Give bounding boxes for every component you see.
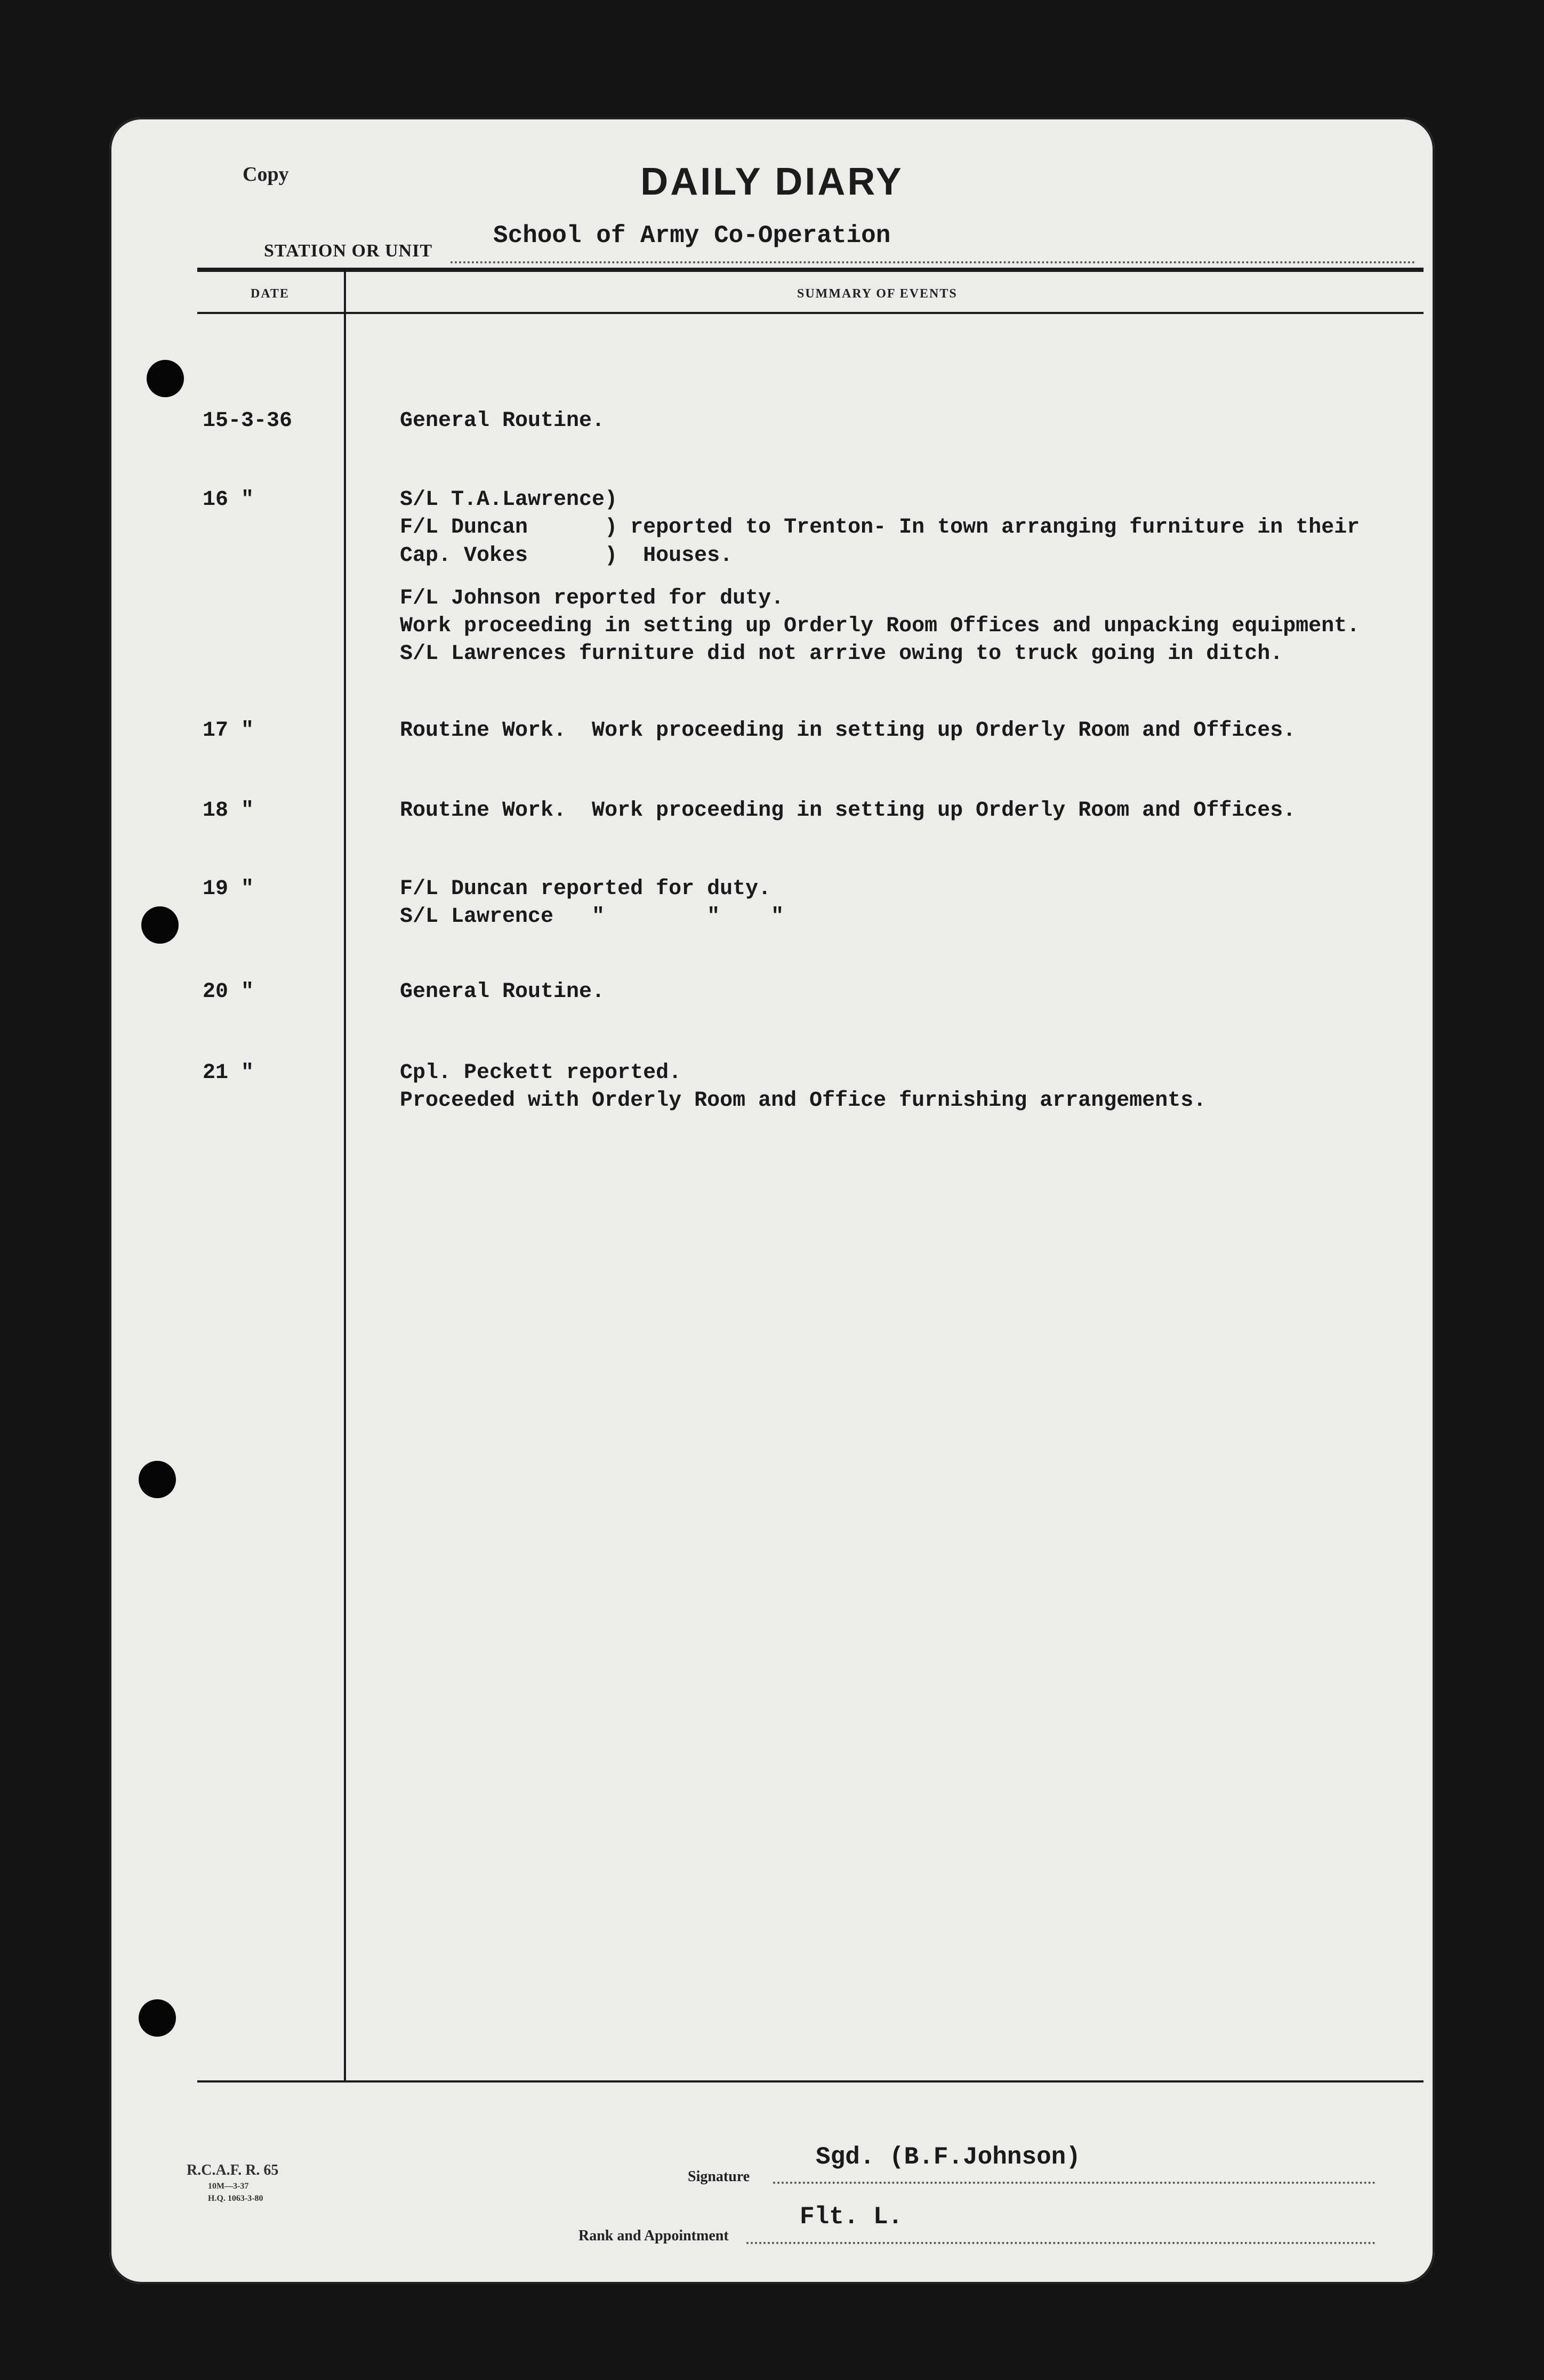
date-column-heading: DATE: [251, 287, 290, 301]
form-number: R.C.A.F. R. 65: [187, 2162, 279, 2178]
entry-date: 16 ": [203, 488, 254, 512]
signature-value: Sgd. (B.F.Johnson): [816, 2143, 1081, 2171]
binder-hole: [139, 1461, 176, 1498]
entry-line: F/L Duncan reported for duty.: [400, 877, 771, 901]
entry-line: Cap. Vokes ) Houses.: [400, 544, 733, 568]
column-head-rule: [197, 312, 1424, 314]
entry-line: F/L Duncan ) reported to Trenton- In town arranging furniture in their: [400, 516, 1360, 540]
entry-line: Proceeded with Orderly Room and Office furnishing arrangements.: [400, 1089, 1207, 1113]
entry-line: General Routine.: [400, 409, 605, 433]
entry-line: Routine Work. Work proceeding in setting up Orderly Room and Offices.: [400, 799, 1296, 823]
entry-line: Cpl. Peckett reported.: [400, 1061, 682, 1085]
copy-mark: Copy: [243, 163, 289, 186]
entry-date: 20 ": [203, 980, 254, 1004]
entry-line: S/L Lawrences furniture did not arrive owing to truck going in ditch.: [400, 642, 1283, 666]
binder-hole: [139, 1999, 176, 2037]
entry-line: Routine Work. Work proceeding in setting up Orderly Room and Offices.: [400, 719, 1296, 743]
entry-date: 18 ": [203, 799, 254, 823]
rank-label: Rank and Appointment: [578, 2228, 729, 2244]
diary-page: [109, 117, 1435, 2284]
entry-line: General Routine.: [400, 980, 605, 1004]
rank-dotted-line: [746, 2242, 1376, 2244]
column-divider: [344, 272, 346, 2080]
signature-dotted-line: [773, 2182, 1376, 2184]
entry-date: 15-3-36: [203, 409, 293, 433]
entry-date: 19 ": [203, 877, 254, 901]
rank-value: Flt. L.: [800, 2203, 903, 2231]
summary-column-heading: SUMMARY OF EVENTS: [797, 287, 958, 301]
page-title: DAILY DIARY: [640, 160, 904, 203]
station-value: School of Army Co-Operation: [493, 222, 891, 250]
form-hq-number: H.Q. 1063-3-80: [208, 2194, 263, 2203]
entry-line: S/L T.A.Lawrence): [400, 488, 618, 512]
footer-rule: [197, 2080, 1424, 2082]
entry-date: 21 ": [203, 1061, 254, 1085]
station-label: STATION OR UNIT: [264, 241, 433, 261]
form-print-run: 10M—3-37: [208, 2182, 249, 2191]
binder-hole: [141, 906, 179, 944]
signature-label: Signature: [688, 2168, 750, 2185]
station-dotted-line: [451, 261, 1416, 263]
header-rule: [197, 268, 1424, 272]
entry-line: Work proceeding in setting up Orderly Room Offices and unpacking equipment.: [400, 614, 1360, 638]
entry-line: S/L Lawrence " " ": [400, 905, 784, 929]
entry-date: 17 ": [203, 719, 254, 743]
entry-line: F/L Johnson reported for duty.: [400, 586, 784, 610]
binder-hole: [147, 360, 184, 397]
